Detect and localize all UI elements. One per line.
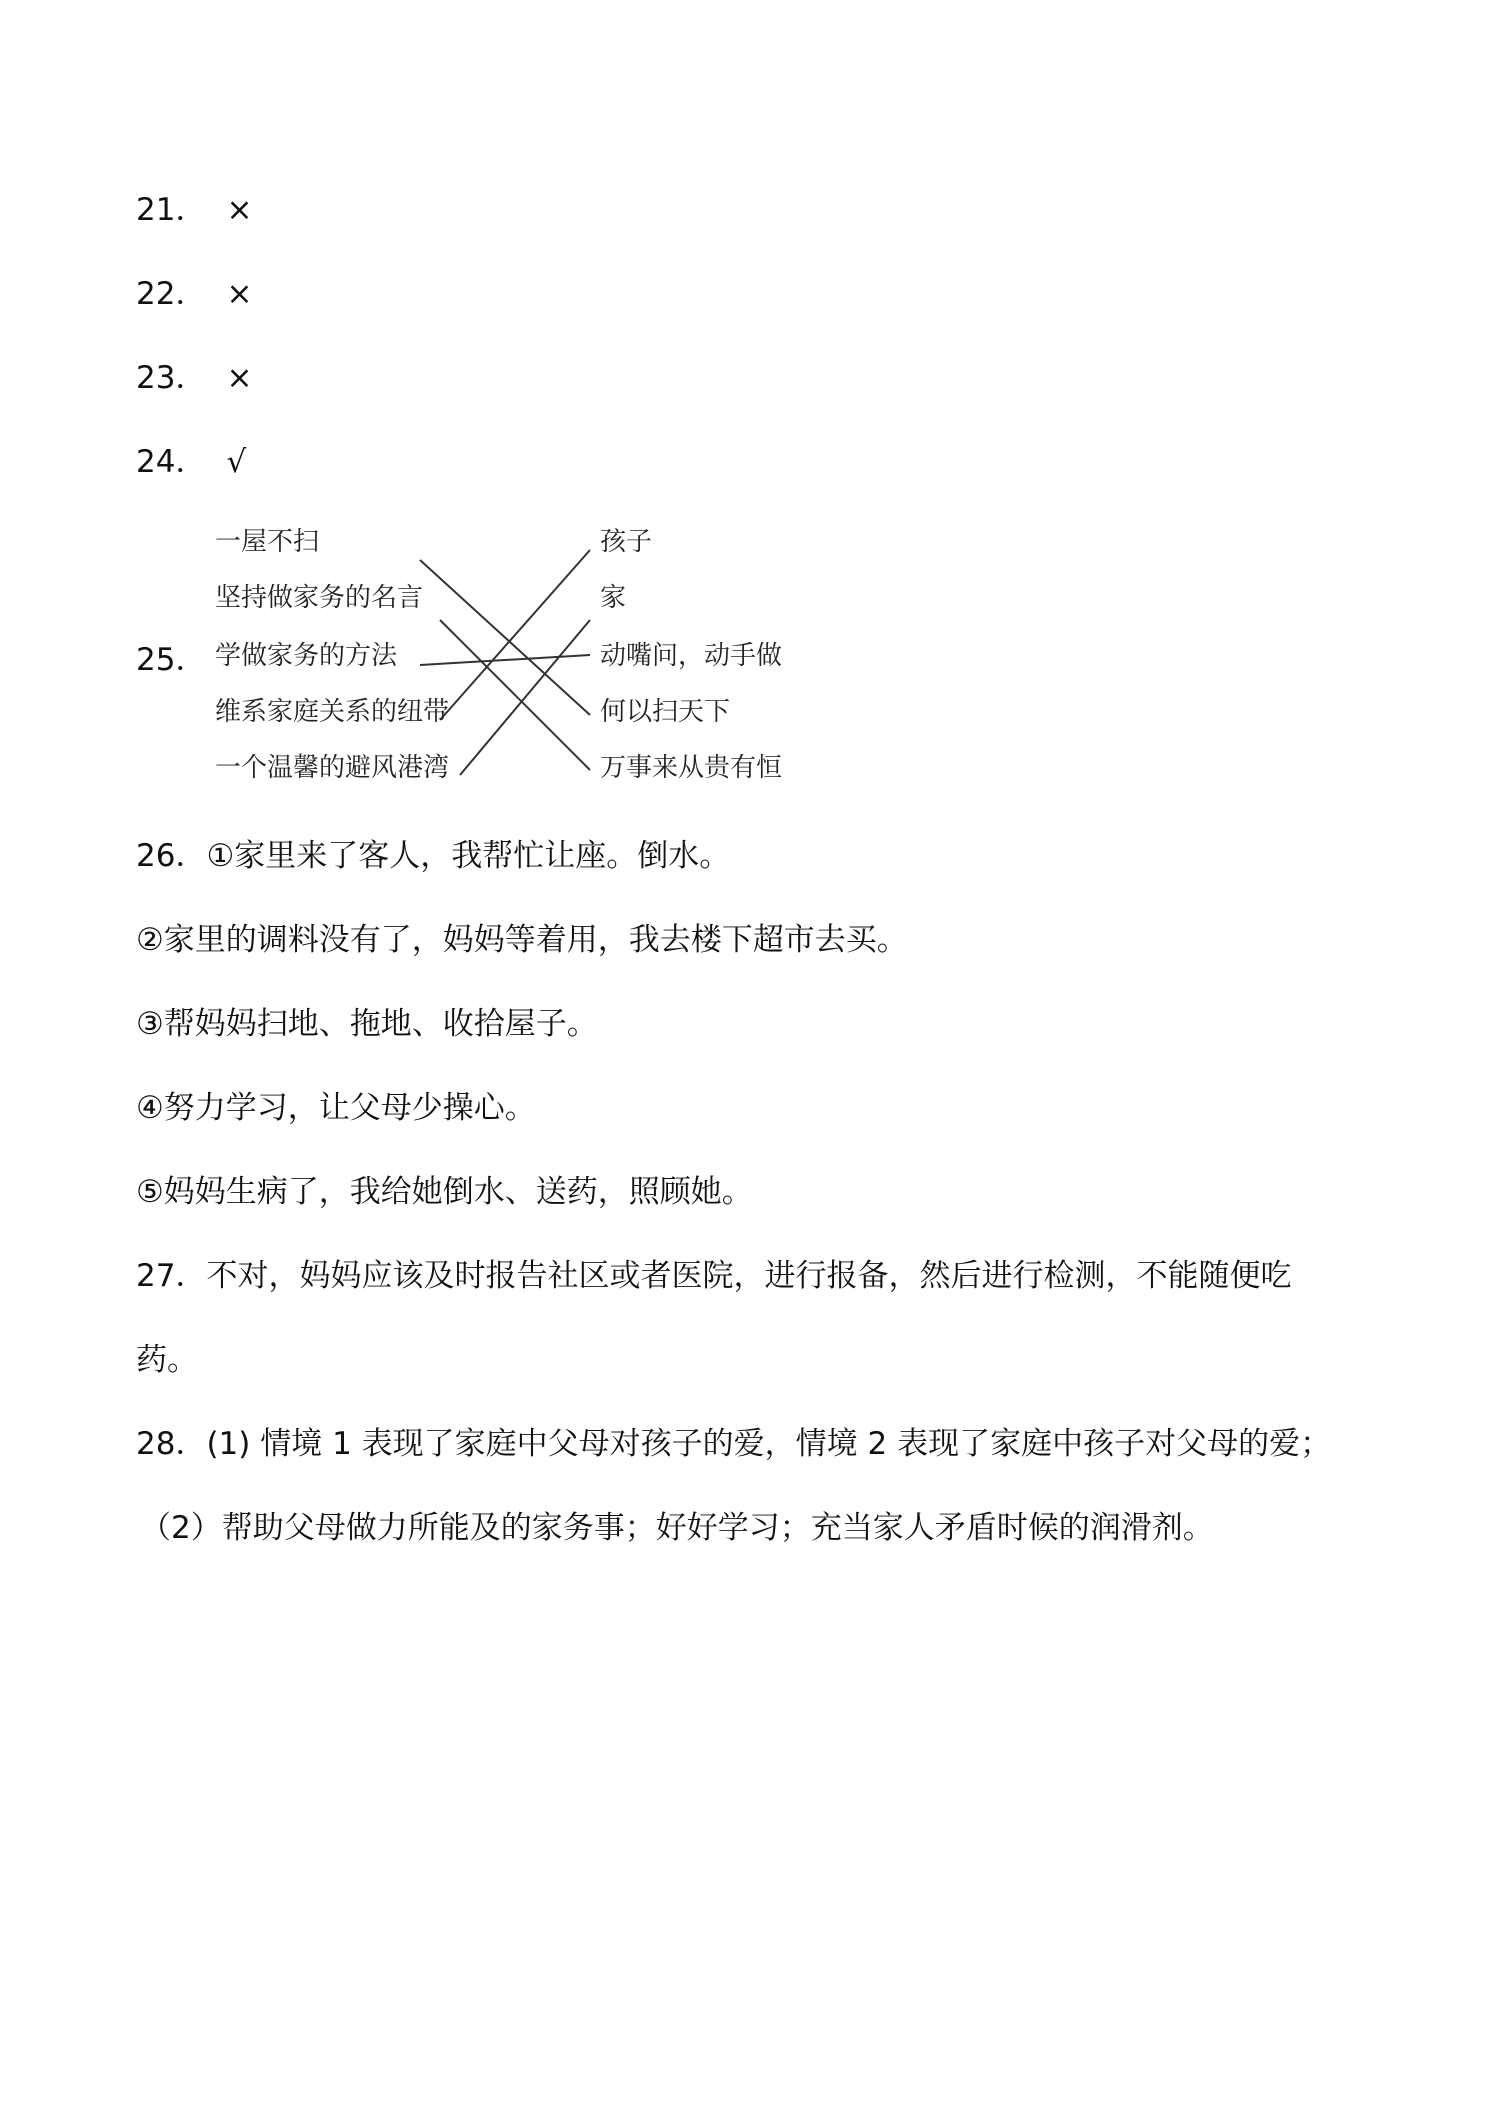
question-number: 21． bbox=[136, 192, 207, 228]
question-number: 24． bbox=[136, 444, 207, 480]
question-number-25: 25． bbox=[136, 642, 207, 678]
match-line-3 bbox=[420, 655, 590, 665]
answer-mark: × bbox=[226, 192, 253, 228]
answer-mark: × bbox=[226, 360, 253, 396]
answer-28-line-2: （2）帮助父母做力所能及的家务事；好好学习；充当家人矛盾时候的润滑剂。 bbox=[140, 1510, 1214, 1546]
match-right-4: 何以扫天下 bbox=[600, 697, 731, 727]
answer-21 bbox=[136, 190, 252, 230]
answer-28-line-1: 28．(1) 情境 1 表现了家庭中父母对孩子的爱，情境 2 表现了家庭中孩子对父母的爱； bbox=[136, 1426, 1332, 1462]
answer-26-line-1: 26．①家里来了客人，我帮忙让座。倒水。 bbox=[136, 838, 731, 874]
match-left-3: 学做家务的方法 bbox=[215, 641, 398, 671]
match-left-5: 一个温馨的避风港湾 bbox=[215, 753, 450, 783]
match-right-5: 万事来从贵有恒 bbox=[600, 753, 783, 783]
answer-24 bbox=[136, 442, 246, 482]
answer-mark: × bbox=[226, 276, 253, 312]
answer-26-line-3: ③帮妈妈扫地、拖地、收拾屋子。 bbox=[136, 1006, 598, 1042]
match-left-2: 坚持做家务的名言 bbox=[215, 583, 424, 613]
answer-23 bbox=[136, 358, 252, 398]
match-right-2: 家 bbox=[600, 583, 627, 613]
answer-22 bbox=[136, 274, 252, 314]
match-left-4: 维系家庭关系的纽带 bbox=[215, 697, 450, 727]
match-line-1 bbox=[420, 560, 590, 715]
question-number: 22． bbox=[136, 276, 207, 312]
question-number: 23． bbox=[136, 360, 207, 396]
matching-diagram bbox=[215, 520, 815, 800]
answer-26-line-5: ⑤妈妈生病了，我给她倒水、送药，照顾她。 bbox=[136, 1174, 753, 1210]
answer-mark: √ bbox=[226, 444, 247, 480]
match-right-1: 孩子 bbox=[600, 527, 653, 557]
match-right-3: 动嘴问，动手做 bbox=[600, 641, 783, 671]
answer-26-line-2: ②家里的调料没有了，妈妈等着用，我去楼下超市去买。 bbox=[136, 922, 908, 958]
match-left-1: 一屋不扫 bbox=[215, 527, 320, 557]
answer-27-line-1: 27．不对，妈妈应该及时报告社区或者医院，进行报备，然后进行检测，不能随便吃 bbox=[136, 1258, 1292, 1294]
answer-26-line-4: ④努力学习，让父母少操心。 bbox=[136, 1090, 536, 1126]
answer-27-line-2: 药。 bbox=[136, 1342, 198, 1378]
